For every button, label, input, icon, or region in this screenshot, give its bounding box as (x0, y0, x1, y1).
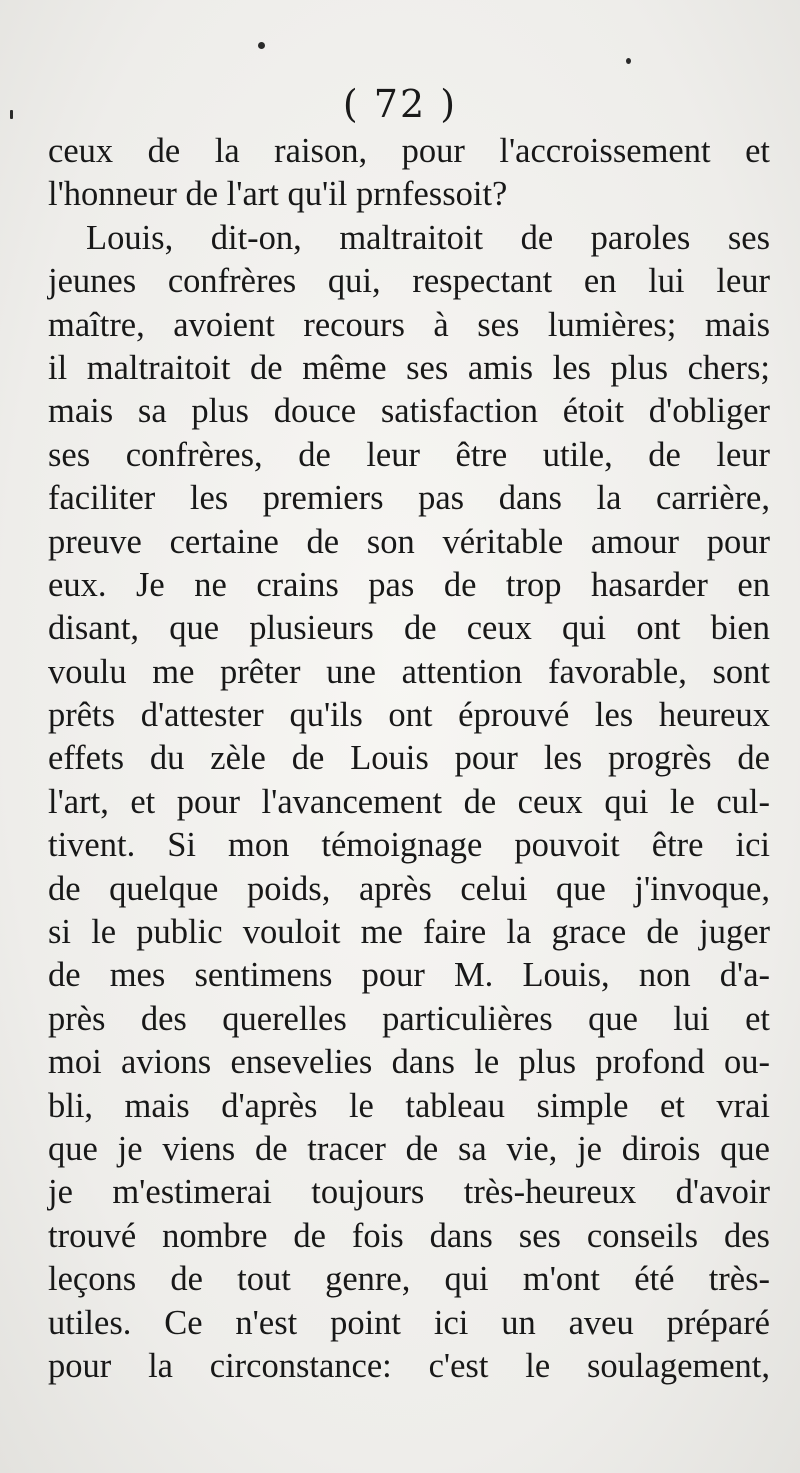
text-line: bli, mais d'après le tableau simple et vrai (48, 1086, 770, 1125)
text-line: l'art, et pour l'avancement de ceux qui le cul- (48, 782, 770, 821)
text-line: pour la circonstance: c'est le soulagement, (48, 1346, 770, 1385)
text-line: je m'estimerai toujours très-heureux d'avoir (48, 1173, 770, 1212)
text-line: maître, avoient recours à ses lumières; mais (48, 305, 770, 344)
text-line: ses confrères, de leur être utile, de leur (48, 435, 770, 474)
text-line: utiles. Ce n'est point ici un aveu préparé (48, 1303, 770, 1342)
text-line: ceux de la raison, pour l'accroissement et (48, 132, 770, 170)
ink-speck (10, 110, 13, 119)
page-number: ( 72 ) (342, 82, 458, 126)
text-line: il maltraitoit de même ses amis les plus chers; (48, 348, 770, 387)
text-line: près des querelles particulières que lui et (48, 999, 770, 1038)
text-line: si le public vouloit me faire la grace de juger (48, 913, 770, 952)
text-line: preuve certaine de son véritable amour pour (48, 522, 770, 561)
text-line: mais sa plus douce satisfaction étoit d'obliger (48, 392, 770, 431)
text-line: eux. Je ne crains pas de trop hasarder en (48, 565, 770, 604)
text-line: prêts d'attester qu'ils ont éprouvé les heureux (48, 696, 770, 735)
text-line: faciliter les premiers pas dans la carrière, (48, 479, 770, 518)
text-line: voulu me prêter une attention favorable, sont (48, 652, 770, 691)
text-line: de quelque poids, après celui que j'invoque, (48, 869, 770, 908)
text-line: effets du zèle de Louis pour les progrès de (48, 739, 770, 778)
text-line: disant, que plusieurs de ceux qui ont bien (48, 609, 770, 648)
text-line: de mes sentimens pour M. Louis, non d'a- (48, 956, 770, 995)
text-line: l'honneur de l'art qu'il prnfessoit? (48, 175, 508, 214)
text-line: tivent. Si mon témoignage pouvoit être ici (48, 826, 770, 865)
text-line: moi avions ensevelies dans le plus profond ou- (48, 1043, 770, 1082)
text-line: que je viens de tracer de sa vie, je dirois que (48, 1129, 770, 1168)
text-line: jeunes confrères qui, respectant en lui leur (48, 262, 770, 301)
ink-speck (258, 42, 265, 49)
paragraph-start-line: Louis, dit-on, maltraitoit de paroles ses (86, 218, 770, 257)
page-body-text (48, 130, 770, 1388)
text-line: leçons de tout genre, qui m'ont été très- (48, 1260, 770, 1299)
ink-speck (626, 58, 631, 64)
text-line: trouvé nombre de fois dans ses conseils des (48, 1216, 770, 1255)
